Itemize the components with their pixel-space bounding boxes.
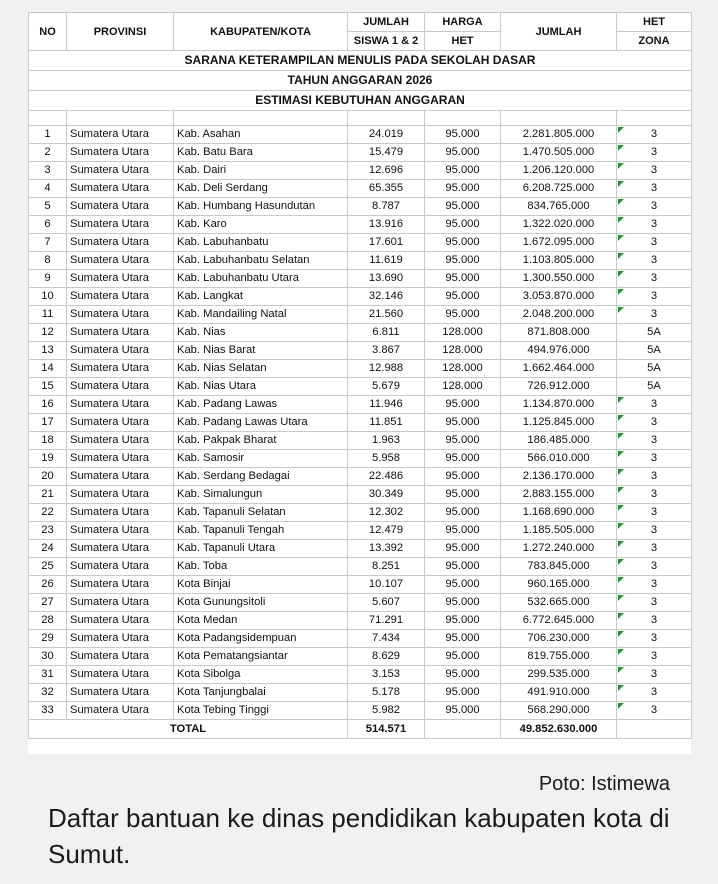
cell-no: 11 [29, 306, 67, 324]
caption-text: Daftar bantuan ke dinas pendidikan kabupaten kota di Sumut. [48, 803, 670, 869]
cell-jumlah-siswa: 21.560 [348, 306, 425, 324]
cell-kabkota: Kota Tanjungbalai [174, 684, 348, 702]
budget-table [28, 12, 692, 739]
table-row [29, 162, 692, 180]
table-row [29, 612, 692, 630]
table-row [29, 558, 692, 576]
table-row [29, 468, 692, 486]
cell-kabkota: Kota Tebing Tinggi [174, 702, 348, 720]
cell-jumlah: 819.755.000 [501, 648, 617, 666]
cell-provinsi: Sumatera Utara [67, 198, 174, 216]
cell-jumlah-siswa: 3.153 [348, 666, 425, 684]
cell-kabkota: Kab. Padang Lawas Utara [174, 414, 348, 432]
cell-provinsi: Sumatera Utara [67, 432, 174, 450]
cell-jumlah: 2.048.200.000 [501, 306, 617, 324]
total-siswa: 514.571 [348, 720, 425, 739]
cell-het-zona: 3 [617, 522, 692, 540]
cell-harga-het: 95.000 [425, 252, 501, 270]
cell-het-zona: 3 [617, 540, 692, 558]
table-row [29, 504, 692, 522]
cell-harga-het: 95.000 [425, 468, 501, 486]
cell-jumlah: 1.206.120.000 [501, 162, 617, 180]
cell-jumlah-siswa: 5.958 [348, 450, 425, 468]
cell-het-zona: 3 [617, 702, 692, 720]
cell-no: 7 [29, 234, 67, 252]
cell-kabkota: Kota Sibolga [174, 666, 348, 684]
cell-kabkota: Kab. Dairi [174, 162, 348, 180]
cell-het-zona: 3 [617, 234, 692, 252]
cell-harga-het: 95.000 [425, 216, 501, 234]
cell-harga-het: 95.000 [425, 522, 501, 540]
cell-jumlah-siswa: 12.479 [348, 522, 425, 540]
cell-het-zona: 3 [617, 558, 692, 576]
cell-no: 9 [29, 270, 67, 288]
cell-jumlah-siswa: 13.392 [348, 540, 425, 558]
cell-harga-het: 95.000 [425, 576, 501, 594]
cell-jumlah-siswa: 1.963 [348, 432, 425, 450]
cell-het-zona: 3 [617, 684, 692, 702]
table-title-line-2: TAHUN ANGGARAN 2026 [29, 71, 692, 91]
table-row [29, 342, 692, 360]
cell-jumlah: 2.281.805.000 [501, 126, 617, 144]
cell-jumlah-siswa: 15.479 [348, 144, 425, 162]
cell-no: 28 [29, 612, 67, 630]
table-title-line-1: SARANA KETERAMPILAN MENULIS PADA SEKOLAH DASAR [29, 51, 692, 71]
cell-no: 26 [29, 576, 67, 594]
cell-provinsi: Sumatera Utara [67, 360, 174, 378]
cell-jumlah-siswa: 8.629 [348, 648, 425, 666]
cell-no: 3 [29, 162, 67, 180]
table-row [29, 648, 692, 666]
cell-kabkota: Kab. Labuhanbatu Utara [174, 270, 348, 288]
cell-provinsi: Sumatera Utara [67, 486, 174, 504]
cell-no: 20 [29, 468, 67, 486]
table-row [29, 576, 692, 594]
cell-harga-het: 95.000 [425, 540, 501, 558]
total-label: TOTAL [29, 720, 348, 739]
cell-kabkota: Kab. Tapanuli Selatan [174, 504, 348, 522]
cell-harga-het: 95.000 [425, 270, 501, 288]
cell-jumlah: 783.845.000 [501, 558, 617, 576]
cell-harga-het: 95.000 [425, 414, 501, 432]
cell-jumlah-siswa: 13.690 [348, 270, 425, 288]
table-body [29, 126, 692, 720]
cell-kabkota: Kab. Samosir [174, 450, 348, 468]
cell-kabkota: Kab. Nias Barat [174, 342, 348, 360]
photo-credit: Poto: Istimewa [538, 773, 670, 795]
blank-row [29, 111, 692, 126]
cell-no: 13 [29, 342, 67, 360]
cell-no: 4 [29, 180, 67, 198]
cell-kabkota: Kab. Nias [174, 324, 348, 342]
cell-jumlah: 960.165.000 [501, 576, 617, 594]
cell-jumlah: 1.272.240.000 [501, 540, 617, 558]
table-row [29, 306, 692, 324]
cell-no: 14 [29, 360, 67, 378]
table-row [29, 216, 692, 234]
cell-no: 1 [29, 126, 67, 144]
cell-jumlah: 706.230.000 [501, 630, 617, 648]
cell-jumlah: 186.485.000 [501, 432, 617, 450]
total-row [29, 720, 692, 739]
cell-kabkota: Kota Pematangsiantar [174, 648, 348, 666]
cell-jumlah: 494.976.000 [501, 342, 617, 360]
cell-jumlah-siswa: 3.867 [348, 342, 425, 360]
cell-harga-het: 128.000 [425, 324, 501, 342]
cell-kabkota: Kab. Nias Selatan [174, 360, 348, 378]
cell-provinsi: Sumatera Utara [67, 414, 174, 432]
cell-kabkota: Kab. Asahan [174, 126, 348, 144]
table-row [29, 666, 692, 684]
cell-harga-het: 95.000 [425, 180, 501, 198]
cell-harga-het: 95.000 [425, 162, 501, 180]
cell-harga-het: 95.000 [425, 144, 501, 162]
table-row [29, 522, 692, 540]
table-title-line-3: ESTIMASI KEBUTUHAN ANGGARAN [29, 91, 692, 111]
table-row [29, 684, 692, 702]
cell-harga-het: 95.000 [425, 396, 501, 414]
cell-no: 18 [29, 432, 67, 450]
cell-jumlah: 566.010.000 [501, 450, 617, 468]
cell-jumlah-siswa: 24.019 [348, 126, 425, 144]
header-jumlah: JUMLAH [501, 13, 617, 51]
table-row [29, 396, 692, 414]
cell-no: 5 [29, 198, 67, 216]
cell-provinsi: Sumatera Utara [67, 270, 174, 288]
table-row [29, 198, 692, 216]
table-row [29, 144, 692, 162]
cell-no: 15 [29, 378, 67, 396]
cell-harga-het: 128.000 [425, 342, 501, 360]
cell-kabkota: Kab. Padang Lawas [174, 396, 348, 414]
cell-jumlah: 1.300.550.000 [501, 270, 617, 288]
table-row [29, 594, 692, 612]
cell-jumlah-siswa: 5.679 [348, 378, 425, 396]
cell-no: 2 [29, 144, 67, 162]
cell-harga-het: 95.000 [425, 594, 501, 612]
cell-no: 29 [29, 630, 67, 648]
cell-provinsi: Sumatera Utara [67, 630, 174, 648]
cell-provinsi: Sumatera Utara [67, 342, 174, 360]
cell-provinsi: Sumatera Utara [67, 144, 174, 162]
cell-het-zona: 3 [617, 396, 692, 414]
cell-no: 33 [29, 702, 67, 720]
cell-no: 21 [29, 486, 67, 504]
cell-jumlah: 6.208.725.000 [501, 180, 617, 198]
table-row [29, 288, 692, 306]
cell-jumlah-siswa: 7.434 [348, 630, 425, 648]
cell-provinsi: Sumatera Utara [67, 576, 174, 594]
cell-harga-het: 95.000 [425, 612, 501, 630]
cell-kabkota: Kab. Batu Bara [174, 144, 348, 162]
cell-kabkota: Kab. Pakpak Bharat [174, 432, 348, 450]
cell-harga-het: 128.000 [425, 378, 501, 396]
cell-kabkota: Kab. Karo [174, 216, 348, 234]
cell-provinsi: Sumatera Utara [67, 324, 174, 342]
cell-jumlah-siswa: 22.486 [348, 468, 425, 486]
cell-jumlah-siswa: 11.851 [348, 414, 425, 432]
table-row [29, 180, 692, 198]
header-het-zona-1: HET [617, 13, 692, 32]
cell-harga-het: 95.000 [425, 504, 501, 522]
cell-harga-het: 95.000 [425, 234, 501, 252]
cell-provinsi: Sumatera Utara [67, 162, 174, 180]
cell-jumlah-siswa: 6.811 [348, 324, 425, 342]
cell-jumlah: 532.665.000 [501, 594, 617, 612]
cell-het-zona: 3 [617, 432, 692, 450]
cell-provinsi: Sumatera Utara [67, 504, 174, 522]
header-provinsi: PROVINSI [67, 13, 174, 51]
header-jumlah-siswa-2: SISWA 1 & 2 [348, 32, 425, 51]
header-het-zona-2: ZONA [617, 32, 692, 51]
cell-provinsi: Sumatera Utara [67, 540, 174, 558]
cell-jumlah-siswa: 8.787 [348, 198, 425, 216]
cell-no: 6 [29, 216, 67, 234]
cell-harga-het: 95.000 [425, 702, 501, 720]
table-row [29, 324, 692, 342]
cell-het-zona: 3 [617, 252, 692, 270]
table-row [29, 702, 692, 720]
cell-jumlah: 1.185.505.000 [501, 522, 617, 540]
cell-jumlah-siswa: 10.107 [348, 576, 425, 594]
cell-jumlah-siswa: 30.349 [348, 486, 425, 504]
header-harga-2: HET [425, 32, 501, 51]
cell-kabkota: Kab. Nias Utara [174, 378, 348, 396]
cell-het-zona: 3 [617, 216, 692, 234]
cell-het-zona: 3 [617, 666, 692, 684]
cell-het-zona: 5A [617, 342, 692, 360]
cell-provinsi: Sumatera Utara [67, 180, 174, 198]
cell-jumlah-siswa: 5.178 [348, 684, 425, 702]
cell-het-zona: 3 [617, 486, 692, 504]
cell-kabkota: Kota Binjai [174, 576, 348, 594]
cell-jumlah-siswa: 11.946 [348, 396, 425, 414]
cell-het-zona: 3 [617, 450, 692, 468]
cell-jumlah-siswa: 17.601 [348, 234, 425, 252]
cell-jumlah-siswa: 13.916 [348, 216, 425, 234]
cell-harga-het: 95.000 [425, 450, 501, 468]
cell-jumlah: 1.470.505.000 [501, 144, 617, 162]
cell-jumlah-siswa: 11.619 [348, 252, 425, 270]
cell-harga-het: 95.000 [425, 558, 501, 576]
header-jumlah-siswa-1: JUMLAH [348, 13, 425, 32]
cell-provinsi: Sumatera Utara [67, 468, 174, 486]
table-row [29, 360, 692, 378]
cell-jumlah: 1.672.095.000 [501, 234, 617, 252]
cell-jumlah: 1.168.690.000 [501, 504, 617, 522]
cell-het-zona: 3 [617, 198, 692, 216]
cell-no: 10 [29, 288, 67, 306]
table-title-block [29, 51, 692, 126]
table-row [29, 234, 692, 252]
cell-provinsi: Sumatera Utara [67, 702, 174, 720]
cell-kabkota: Kab. Simalungun [174, 486, 348, 504]
cell-harga-het: 95.000 [425, 198, 501, 216]
cell-het-zona: 3 [617, 126, 692, 144]
cell-jumlah: 871.808.000 [501, 324, 617, 342]
cell-no: 25 [29, 558, 67, 576]
cell-kabkota: Kab. Tapanuli Utara [174, 540, 348, 558]
cell-kabkota: Kab. Toba [174, 558, 348, 576]
cell-het-zona: 5A [617, 324, 692, 342]
cell-jumlah: 1.134.870.000 [501, 396, 617, 414]
cell-jumlah: 1.125.845.000 [501, 414, 617, 432]
cell-harga-het: 128.000 [425, 360, 501, 378]
cell-provinsi: Sumatera Utara [67, 306, 174, 324]
cell-provinsi: Sumatera Utara [67, 378, 174, 396]
table-footer [29, 720, 692, 739]
cell-het-zona: 3 [617, 594, 692, 612]
cell-harga-het: 95.000 [425, 306, 501, 324]
cell-het-zona: 3 [617, 648, 692, 666]
cell-jumlah: 6.772.645.000 [501, 612, 617, 630]
cell-jumlah-siswa: 12.302 [348, 504, 425, 522]
cell-no: 22 [29, 504, 67, 522]
cell-no: 19 [29, 450, 67, 468]
cell-no: 17 [29, 414, 67, 432]
cell-het-zona: 5A [617, 360, 692, 378]
cell-no: 16 [29, 396, 67, 414]
cell-jumlah-siswa: 32.146 [348, 288, 425, 306]
cell-no: 24 [29, 540, 67, 558]
total-harga-empty [425, 720, 501, 739]
cell-het-zona: 5A [617, 378, 692, 396]
cell-harga-het: 95.000 [425, 666, 501, 684]
cell-provinsi: Sumatera Utara [67, 522, 174, 540]
cell-jumlah-siswa: 8.251 [348, 558, 425, 576]
cell-harga-het: 95.000 [425, 684, 501, 702]
total-jumlah: 49.852.630.000 [501, 720, 617, 739]
cell-het-zona: 3 [617, 306, 692, 324]
cell-jumlah: 834.765.000 [501, 198, 617, 216]
cell-jumlah: 2.136.170.000 [501, 468, 617, 486]
cell-jumlah: 491.910.000 [501, 684, 617, 702]
table-row [29, 252, 692, 270]
cell-kabkota: Kota Padangsidempuan [174, 630, 348, 648]
cell-provinsi: Sumatera Utara [67, 612, 174, 630]
table-row [29, 450, 692, 468]
cell-jumlah: 299.535.000 [501, 666, 617, 684]
cell-jumlah: 568.290.000 [501, 702, 617, 720]
cell-het-zona: 3 [617, 630, 692, 648]
cell-no: 23 [29, 522, 67, 540]
cell-jumlah-siswa: 12.696 [348, 162, 425, 180]
cell-het-zona: 3 [617, 180, 692, 198]
cell-provinsi: Sumatera Utara [67, 126, 174, 144]
cell-jumlah-siswa: 71.291 [348, 612, 425, 630]
cell-kabkota: Kab. Labuhanbatu Selatan [174, 252, 348, 270]
cell-provinsi: Sumatera Utara [67, 558, 174, 576]
spreadsheet-image [28, 12, 691, 754]
cell-jumlah-siswa: 65.355 [348, 180, 425, 198]
cell-provinsi: Sumatera Utara [67, 396, 174, 414]
cell-harga-het: 95.000 [425, 630, 501, 648]
cell-jumlah: 3.053.870.000 [501, 288, 617, 306]
table-row [29, 270, 692, 288]
cell-provinsi: Sumatera Utara [67, 648, 174, 666]
cell-kabkota: Kota Medan [174, 612, 348, 630]
cell-het-zona: 3 [617, 144, 692, 162]
table-row [29, 126, 692, 144]
table-row [29, 414, 692, 432]
cell-jumlah: 1.662.464.000 [501, 360, 617, 378]
table-row [29, 378, 692, 396]
cell-jumlah-siswa: 12.988 [348, 360, 425, 378]
cell-jumlah: 1.322.020.000 [501, 216, 617, 234]
header-kabkota: KABUPATEN/KOTA [174, 13, 348, 51]
table-row [29, 432, 692, 450]
cell-kabkota: Kab. Serdang Bedagai [174, 468, 348, 486]
table-row [29, 630, 692, 648]
cell-jumlah: 2.883.155.000 [501, 486, 617, 504]
header-no: NO [29, 13, 67, 51]
cell-provinsi: Sumatera Utara [67, 594, 174, 612]
cell-jumlah: 1.103.805.000 [501, 252, 617, 270]
table-row [29, 486, 692, 504]
cell-no: 27 [29, 594, 67, 612]
table-row [29, 540, 692, 558]
header-harga-1: HARGA [425, 13, 501, 32]
total-zona-empty [617, 720, 692, 739]
cell-provinsi: Sumatera Utara [67, 252, 174, 270]
cell-jumlah: 726.912.000 [501, 378, 617, 396]
cell-harga-het: 95.000 [425, 486, 501, 504]
cell-het-zona: 3 [617, 612, 692, 630]
cell-het-zona: 3 [617, 504, 692, 522]
cell-provinsi: Sumatera Utara [67, 288, 174, 306]
cell-harga-het: 95.000 [425, 648, 501, 666]
cell-provinsi: Sumatera Utara [67, 684, 174, 702]
cell-no: 32 [29, 684, 67, 702]
cell-jumlah-siswa: 5.982 [348, 702, 425, 720]
cell-kabkota: Kab. Humbang Hasundutan [174, 198, 348, 216]
cell-jumlah-siswa: 5.607 [348, 594, 425, 612]
cell-no: 30 [29, 648, 67, 666]
cell-provinsi: Sumatera Utara [67, 234, 174, 252]
cell-provinsi: Sumatera Utara [67, 666, 174, 684]
cell-no: 8 [29, 252, 67, 270]
cell-kabkota: Kota Gunungsitoli [174, 594, 348, 612]
cell-kabkota: Kab. Labuhanbatu [174, 234, 348, 252]
cell-provinsi: Sumatera Utara [67, 216, 174, 234]
cell-harga-het: 95.000 [425, 432, 501, 450]
cell-het-zona: 3 [617, 288, 692, 306]
cell-het-zona: 3 [617, 576, 692, 594]
cell-harga-het: 95.000 [425, 288, 501, 306]
table-header [29, 13, 692, 51]
cell-het-zona: 3 [617, 270, 692, 288]
cell-kabkota: Kab. Deli Serdang [174, 180, 348, 198]
cell-kabkota: Kab. Tapanuli Tengah [174, 522, 348, 540]
cell-het-zona: 3 [617, 414, 692, 432]
cell-provinsi: Sumatera Utara [67, 450, 174, 468]
cell-harga-het: 95.000 [425, 126, 501, 144]
cell-no: 12 [29, 324, 67, 342]
cell-no: 31 [29, 666, 67, 684]
cell-het-zona: 3 [617, 162, 692, 180]
cell-het-zona: 3 [617, 468, 692, 486]
cell-kabkota: Kab. Langkat [174, 288, 348, 306]
cell-kabkota: Kab. Mandailing Natal [174, 306, 348, 324]
